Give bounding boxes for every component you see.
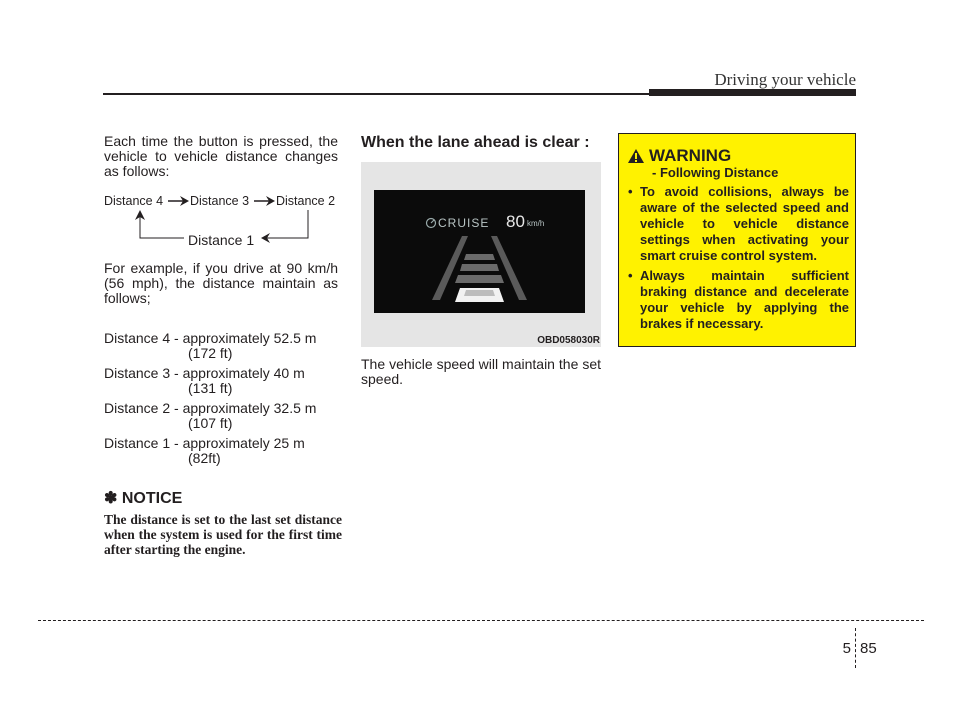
footer-divider: [855, 628, 856, 668]
warning-box: [618, 133, 856, 347]
header-bar: [649, 89, 856, 96]
cluster-display-figure: [361, 162, 601, 347]
diagram-distance-4: Distance 4: [104, 194, 164, 208]
distance-item: Distance 2 - approximately 32.5 m (107 ft): [104, 400, 317, 431]
notice-symbol-icon: ✽: [104, 490, 118, 507]
warning-title: WARNING: [649, 146, 732, 165]
set-speed: 80: [506, 212, 525, 231]
distance-cycle-diagram: [100, 190, 345, 250]
notice-title: NOTICE: [121, 490, 183, 507]
warning-list: [619, 184, 855, 336]
warning-item: • Always maintain sufficient braking distance and decelerate your vehicle by applying the brakes if necessary.: [628, 268, 849, 331]
diagram-arrows: [100, 190, 345, 250]
footer-rule: [38, 620, 924, 621]
chapter-number: 5: [842, 640, 851, 657]
diagram-distance-1: Distance 1: [188, 232, 255, 248]
cluster-screen: [374, 190, 585, 313]
cruise-label: CRUISE: [438, 216, 490, 230]
lane-clear-paragraph: The vehicle speed will maintain the set speed.: [361, 356, 601, 387]
page-number: 85: [860, 640, 877, 657]
example-paragraph: For example, if you drive at 90 km/h (56 mph), the distance maintain as follows;: [104, 260, 338, 306]
header-rule: [103, 93, 649, 95]
notice-heading: [104, 488, 182, 508]
distance-item: Distance 1 - approximately 25 m (82ft): [104, 435, 305, 466]
speed-unit: km/h: [527, 219, 545, 228]
diagram-distance-2: Distance 2: [276, 194, 336, 208]
distance-list: [104, 331, 354, 466]
distance-item: Distance 3 - approximately 40 m (131 ft): [104, 365, 305, 396]
warning-triangle-icon: [627, 148, 645, 164]
diagram-distance-3: Distance 3: [190, 194, 250, 208]
running-header: Driving your vehicle: [714, 70, 856, 89]
warning-subtitle: - Following Distance: [652, 165, 779, 180]
road-graphic: [374, 190, 585, 313]
warning-item: • To avoid collisions, always be aware of the selected speed and vehicle to vehicle distance settings when activating your smart cruise control system.: [628, 184, 849, 263]
notice-text: The distance is set to the last set distance when the system is used for the first time after starting the engine.: [104, 512, 342, 557]
lane-clear-heading: When the lane ahead is clear :: [361, 134, 590, 151]
intro-paragraph: Each time the button is pressed, the vehicle to vehicle distance changes as follows:: [104, 133, 338, 179]
figure-code: OBD058030R: [537, 335, 600, 346]
distance-item: Distance 4 - approximately 52.5 m (172 ft): [104, 330, 317, 361]
